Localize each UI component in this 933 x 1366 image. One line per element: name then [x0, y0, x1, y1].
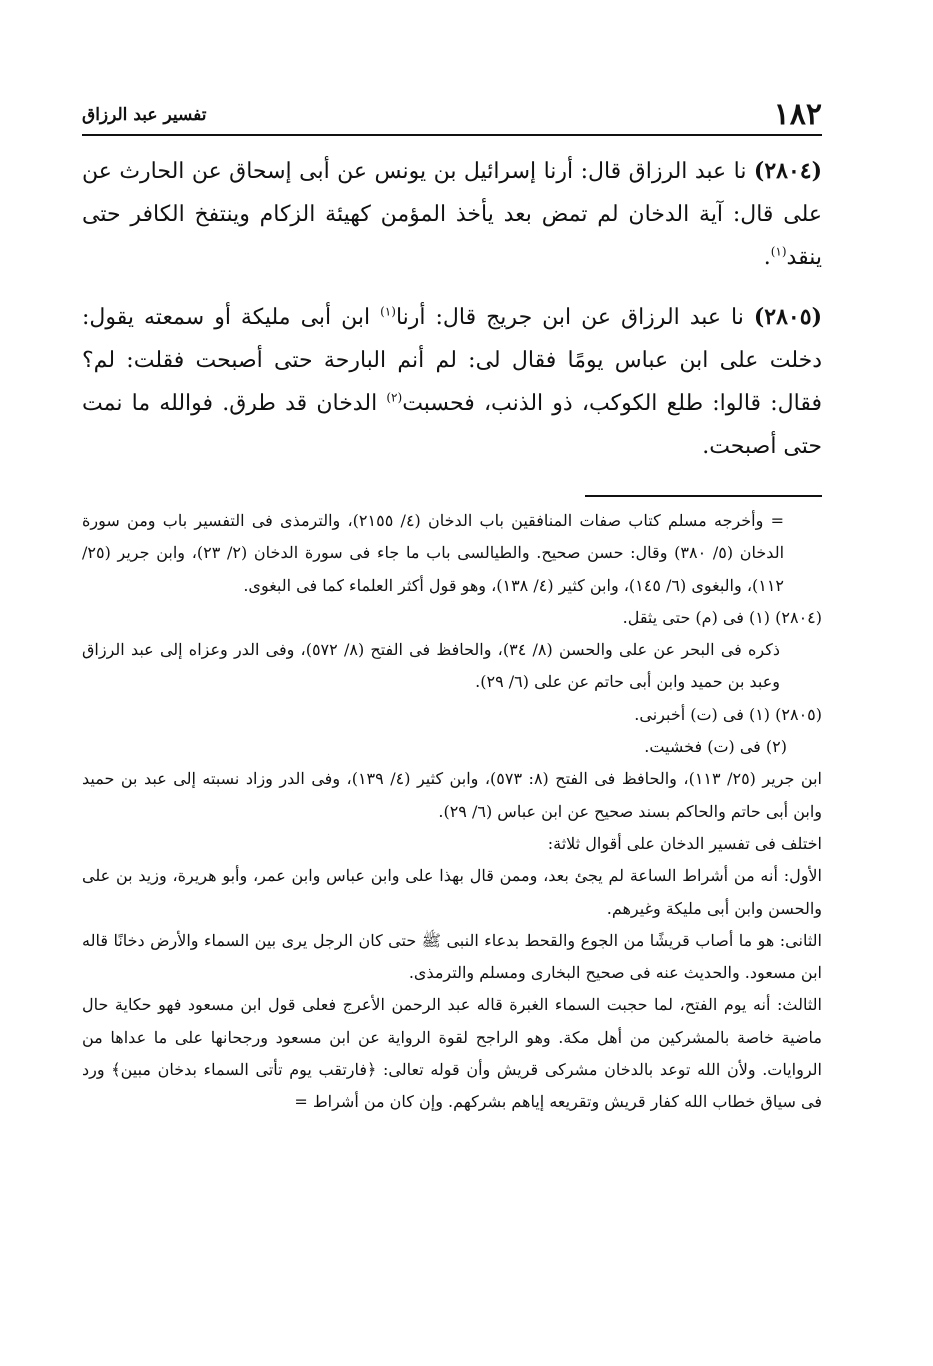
footnote-comment: اختلف فى تفسير الدخان على أقوال ثلاثة: [547, 833, 822, 853]
footnote-2805-2: (٢) فى (ت) فخشيت. [644, 737, 787, 757]
footnote-comment: الأول: أنه من أشراط الساعة لم يجئ بعد، وممن قال بهذا على وابن عباس وابن عمر، وأبو هريرة، وزيد بن على والحسن وابن أبى مليكة وغيرهم. [82, 866, 823, 918]
page-header [82, 98, 822, 132]
footnote-comment: ذكره فى البحر عن على والحسن (٨/ ٣٤)، والحافظ فى الفتح (٨/ ٥٧٢)، وفى الدر وعزاه إلى عبد الرزاق وعبد بن حميد وابن أبى حاتم عن على (٦/ ٢٩). [82, 640, 780, 692]
footnote-comment: الثانى: هو ما أصاب قريشًا من الجوع والقحط بدعاء النبى ﷺ حتى كان الرجل يرى بين السماء والأرض دخانًا قاله ابن مسعود. والحديث عنه فى صحيح البخارى ومسلم والترمذى. [82, 930, 822, 983]
footnote-comment: الثالث: أنه يوم الفتح، لما حجبت السماء الغبرة قاله عبد الرحمن الأعرج فعلى قول ابن مسعود فهو حكاية حال ماضية خاصة بالمشركين من أهل مكة. وهو الراجح لقوة الرواية عن ابن مسعود ورجحانها على ما عداها من الروايات. ولأن الله توعد بالدخان مشركى قريش وأن قوله تعالى: ﴿فارتقب يوم تأتى السماء بدخان مبين﴾ ورد فى سياق خطاب الله كفار قريش وتقريعه إياهم بشركهم. وإن كان من أشراط = [82, 995, 822, 1112]
hadith-number: (٢٨٠٤) [753, 158, 823, 184]
footnote-ref: (١) [770, 244, 787, 259]
header-rule [82, 134, 822, 136]
hadith-text: ابن أبى مليكة أو سمعته يقول: دخلت على ابن عباس يومًا فقال لى: لم أنم البارحة حتى أصبحت فقلت: لم؟ فقال: قالوا: طلع الكوكب، ذو الذنب، فحسبت [82, 305, 822, 416]
hadith-text: نا عبد الرزاق قال: أرنا إسرائيل بن يونس عن أبى إسحاق عن الحارث عن على قال: آية الدخان لم تمض بعد يأخذ المؤمن كهيئة الزكام وينتفخ الكافر حتى ينقد [82, 159, 822, 270]
footnote-separator [585, 495, 822, 497]
footnote-2805-1: (٢٨٠٥) (١) فى (ت) أخبرنى. [634, 704, 822, 724]
hadith-text: نا عبد الرزاق عن ابن جريج قال: أرنا [395, 305, 754, 330]
running-title: تفسير عبد الرزاق [82, 105, 207, 125]
hadith-text: . [763, 245, 771, 270]
footnotes [82, 505, 822, 1119]
footnote-ref: (١) [380, 304, 396, 319]
hadith-text: الدخان قد طرق. فوالله ما نمت حتى أصبحت. [82, 391, 822, 459]
footnote-continuation: = وأخرجه مسلم كتاب صفات المنافقين باب الدخان (٤/ ٢١٥٥)، والترمذى فى التفسير باب ومن سورة الدخان (٥/ ٣٨٠) وقال: حسن صحيح. والطيالسى باب ما جاء فى سورة الدخان (٢/ ٢٣)، وابن جرير (٢٥/ ١١٢)، والبغوى (٦/ ١٤٥)، وابن كثير (٤/ ١٣٨)، وهو قول أكثر العلماء كما فى البغوى. [82, 511, 785, 595]
main-text [82, 150, 822, 485]
footnote-comment: ابن جرير (٢٥/ ١١٣)، والحافظ فى الفتح (٨: ٥٧٣)، وابن كثير (٤/ ١٣٩)، وفى الدر وزاد نسبته إلى عبد بن حميد وابن أبى حاتم والحاكم بسند صحيح عن ابن عباس (٦/ ٢٩). [82, 769, 822, 821]
hadith-2805 [82, 296, 822, 468]
hadith-number: (٢٨٠٥) [753, 304, 822, 330]
hadith-2804 [82, 150, 822, 279]
footnote-ref: (٢) [386, 390, 403, 405]
footnote-2804-1: (٢٨٠٤) (١) فى (م) حتى يثقل. [622, 607, 822, 627]
page-number: ١٨٢ [773, 97, 822, 132]
